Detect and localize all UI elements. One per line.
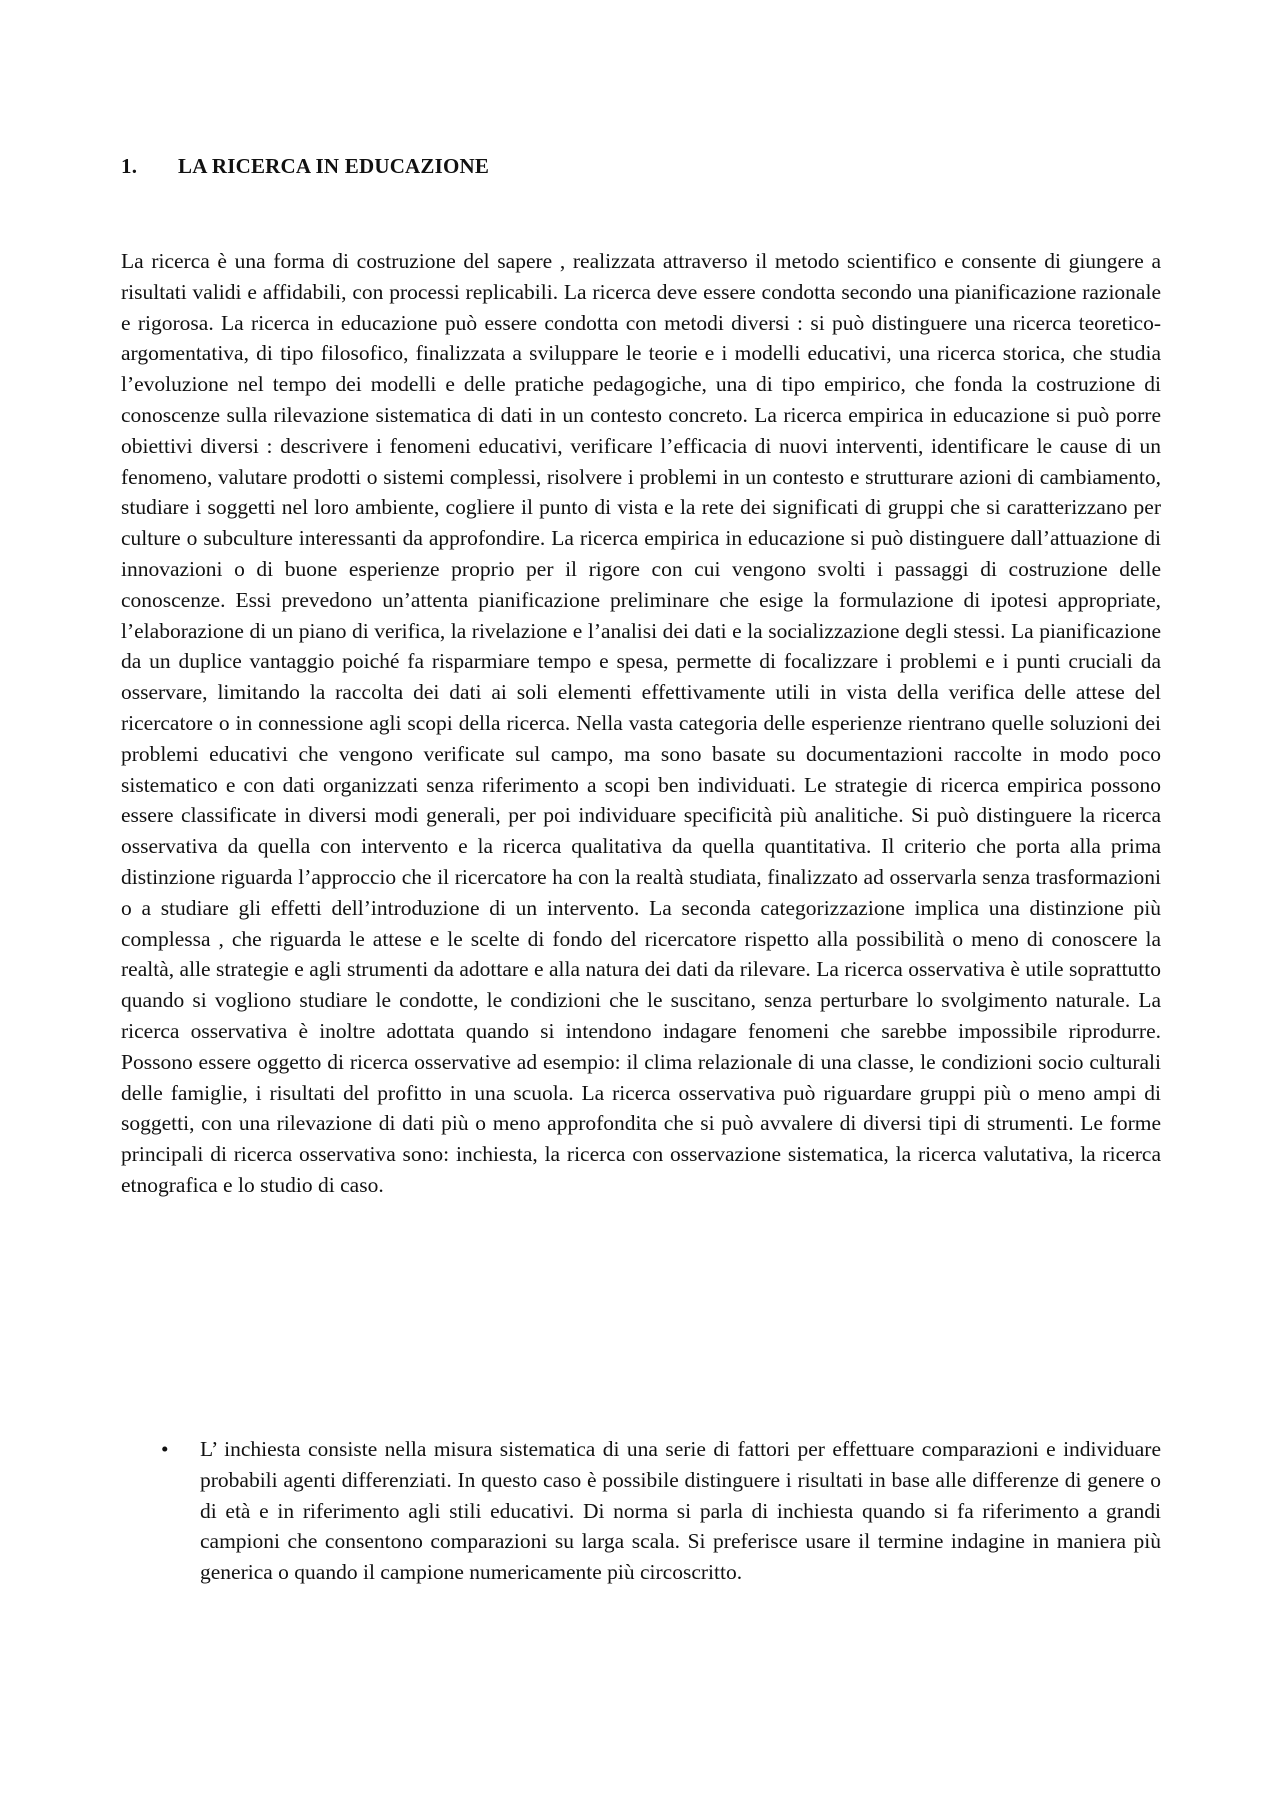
section-number: 1. [121, 154, 138, 178]
section-title: LA RICERCA IN EDUCAZIONE [178, 154, 490, 178]
body-paragraph: La ricerca è una forma di costruzione del sapere , realizzata attraverso il metodo scientifico e consente di giungere a risultati validi e affidabili, con processi replicabili. La ricerca deve essere condotta secondo una pianificazione razionale e rigorosa. La ricerca in educazione può essere condotta con metodi diversi : si può distinguere una ricerca teoretico-argomentativa, di tipo filosofico, finalizzata a sviluppare le teorie e i modelli educativi, una ricerca storica, che studia l’evoluzione nel tempo dei modelli e delle pratiche pedagogiche, una di tipo empirico, che fonda la costruzione di conoscenze sulla rilevazione sistematica di dati in un contesto concreto. La ricerca empirica in educazione si può porre obiettivi diversi : descrivere i fenomeni educativi, verificare l’efficacia di nuovi interventi, identificare le cause di un fenomeno, valutare prodotti o sistemi complessi, risolvere i problemi in un contesto e strutturare azioni di cambiamento, studiare i soggetti nel loro ambiente, cogliere il punto di vista e la rete dei significati di gruppi che si caratterizzano per culture o subculture interessanti da approfondire. La ricerca empirica in educazione si può distinguere dall’attuazione di innovazioni o di buone esperienze proprio per il rigore con cui vengono svolti i passaggi di costruzione delle conoscenze. Essi prevedono un’attenta pianificazione preliminare che esige la formulazione di ipotesi appropriate, l’elaborazione di un piano di verifica, la rivelazione e l’analisi dei dati e la socializzazione degli stessi. La pianificazione da un duplice vantaggio poiché fa risparmiare tempo e spesa, permette di focalizzare i problemi e i punti cruciali da osservare, limitando la raccolta dei dati ai soli elementi effettivamente utili in vista della verifica delle attese del ricercatore o in connessione agli scopi della ricerca. Nella vasta categoria delle esperienze rientrano quelle soluzioni dei problemi educativi che vengono verificate sul campo, ma sono basate su documentazioni raccolte in modo poco sistematico e con dati organizzati senza riferimento a scopi ben individuati. Le strategie di ricerca empirica possono essere classificate in diversi modi generali, per poi individuare specificità più analitiche. Si può distinguere la ricerca osservativa da quella con intervento e la ricerca qualitativa da quella quantitativa. Il criterio che porta alla prima distinzione riguarda l’approccio che il ricercatore ha con la realtà studiata, finalizzato ad osservarla senza trasformazioni o a studiare gli effetti dell’introduzione di un intervento. La seconda categorizzazione implica una distinzione più complessa , che riguarda le attese e le scelte di fondo del ricercatore rispetto alla possibilità o meno di conoscere la realtà, alle strategie e agli strumenti da adottare e alla natura dei dati da rilevare. La ricerca osservativa è utile soprattutto quando si vogliono studiare le condotte, le condizioni che le suscitano, senza perturbare lo svolgimento naturale. La ricerca osservativa è inoltre adottata quando si intendono indagare fenomeni che sarebbe impossibile riprodurre. Possono essere oggetto di ricerca osservative ad esempio: il clima relazionale di una classe, le condizioni socio culturali delle famiglie, i risultati del profitto in una scuola. La ricerca osservativa può riguardare gruppi più o meno ampi di soggetti, con una rilevazione di dati più o meno approfondita che si può avvalere di diversi tipi di strumenti. Le forme principali di ricerca osservativa sono: inchiesta, la ricerca con osservazione sistematica, la ricerca valutativa, la ricerca etnografica e lo studio di caso. [121, 249, 1161, 1197]
section-heading [121, 154, 489, 179]
bullet-icon: • [161, 1437, 169, 1461]
bullet-item-text: L’ inchiesta consiste nella misura sistematica di una serie di fattori per effettuare comparazioni e individuare probabili agenti differenziati. In questo caso è possibile distinguere i risultati in base alle differenze di genere o di età e in riferimento agli stili educativi. Di norma si parla di inchiesta quando si fa riferimento a grandi campioni che consentono comparazioni su larga scala. Si preferisce usare il termine indagine in maniera più generica o quando il campione numericamente più circoscritto. [200, 1437, 1161, 1585]
